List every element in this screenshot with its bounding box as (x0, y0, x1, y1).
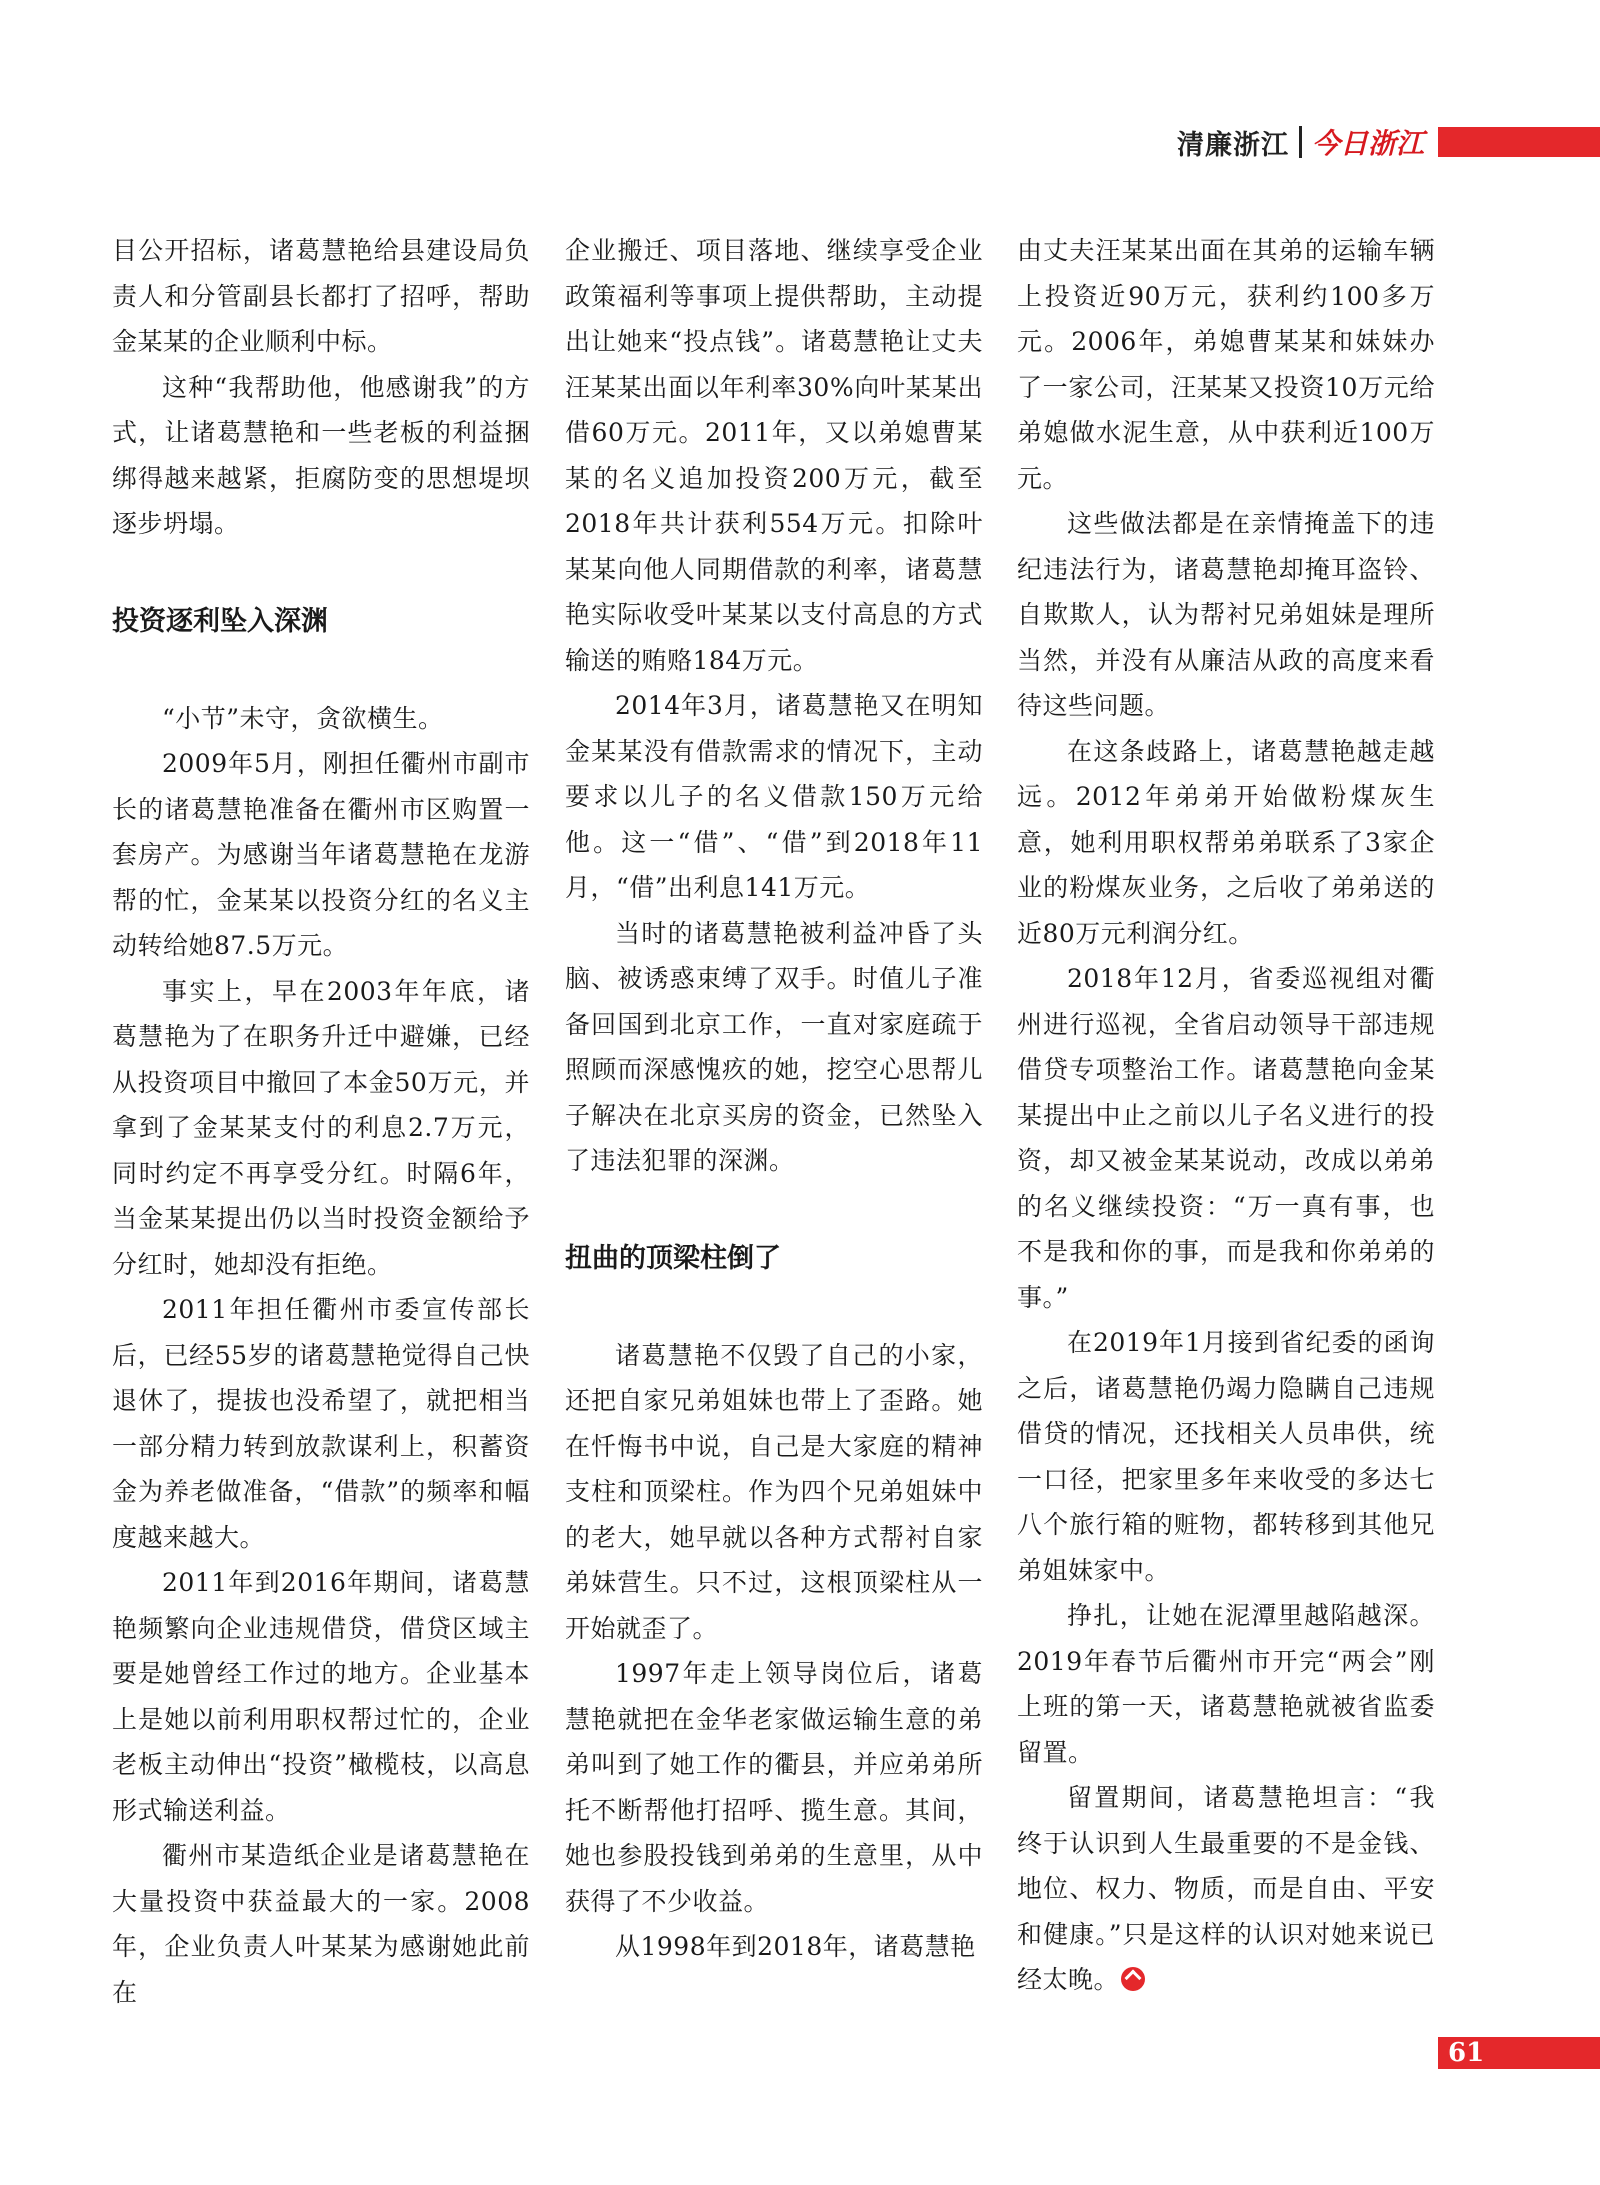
paragraph (112, 365, 530, 547)
paragraph (1017, 228, 1435, 501)
paragraph (112, 1287, 530, 1560)
paragraph (1017, 501, 1435, 729)
paragraph (565, 683, 983, 911)
paragraph-text: “小节”未守，贪欲横生。 (162, 703, 444, 733)
paragraph-text: 挣扎，让她在泥潭里越陷越深。2019年春节后衢州市开完“两会”刚上班的第一天，诸葛慧艳就被省监委留置。 (1017, 1601, 1435, 1767)
paragraph-text: 当时的诸葛慧艳被利益冲昏了头脑、被诱惑束缚了双手。时值儿子准备回国到北京工作，一直对家庭疏于照顾而深感愧疚的她，挖空心思帮儿子解决在北京买房的资金，已然坠入了违法犯罪的深渊。 (565, 918, 983, 1175)
paragraph-text: 2018年12月，省委巡视组对衢州进行巡视，全省启动领导干部违规借贷专项整治工作。诸葛慧艳向金某某提出中止之前以儿子名义进行的投资，却又被金某某说动，改成以弟弟的名义继续投资：“万一真有事，也不是我和你的事，而是我和你弟弟的事。” (1017, 964, 1435, 1312)
paragraph (112, 969, 530, 1288)
paragraph-text: 这些做法都是在亲情掩盖下的违纪违法行为，诸葛慧艳却掩耳盗铃、自欺欺人，认为帮衬兄弟姐妹是理所当然，并没有从廉洁从政的高度来看待这些问题。 (1017, 509, 1435, 720)
paragraph (1017, 1775, 1435, 2003)
section-heading: 扭曲的顶梁柱倒了 (565, 1242, 781, 1274)
article-body (0, 228, 1600, 2028)
header-divider (1299, 126, 1302, 158)
paragraph (1017, 1593, 1435, 1775)
paragraph-text: 在这条歧路上，诸葛慧艳越走越远。2012年弟弟开始做粉煤灰生意，她利用职权帮弟弟联系了3家企业的粉煤灰业务，之后收了弟弟送的近80万元利润分红。 (1017, 736, 1435, 948)
page-header (1177, 124, 1600, 160)
paragraph-text: 诸葛慧艳不仅毁了自己的小家，还把自家兄弟姐妹也带上了歪路。她在忏悔书中说，自己是大家庭的精神支柱和顶梁柱。作为四个兄弟姐妹中的老大，她早就以各种方式帮衬自家弟妹营生。只不过，这根顶梁柱从一开始就歪了。 (565, 1340, 983, 1643)
paragraph (112, 696, 530, 742)
paragraph-text: 2014年3月，诸葛慧艳又在明知金某某没有借款需求的情况下，主动要求以儿子的名义借款150万元给他。这一“借”、“借”到2018年11月，“借”出利息141万元。 (565, 691, 983, 902)
paragraph-text: 1997年走上领导岗位后，诸葛慧艳就把在金华老家做运输生意的弟弟叫到了她工作的衢县，并应弟弟所托不断帮他打招呼、揽生意。其间，她也参股投钱到弟弟的生意里，从中获得了不少收益。 (565, 1659, 983, 1916)
paragraph-text: 衢州市某造纸企业是诸葛慧艳在大量投资中获益最大的一家。2008年，企业负责人叶某某为感谢她此前在 (112, 1841, 530, 2007)
header-red-bar (1438, 127, 1600, 157)
section-title: 清廉浙江 (1176, 129, 1289, 161)
paragraph-text: 2009年5月，刚担任衢州市副市长的诸葛慧艳准备在衢州市区购置一套房产。为感谢当年诸葛慧艳在龙游帮的忙，金某某以投资分红的名义主动转给她87.5万元。 (112, 749, 530, 960)
column-1 (112, 228, 530, 2015)
paragraph (112, 228, 530, 365)
paragraph (1017, 1320, 1435, 1593)
paragraph (565, 911, 983, 1184)
paragraph (1017, 729, 1435, 957)
paragraph (112, 741, 530, 969)
page-number: 61 (1448, 2038, 1485, 2068)
paragraph-text: 留置期间，诸葛慧艳坦言：“我终于认识到人生最重要的不是金钱、地位、权力、物质，而是自由、平安和健康。”只是这样的认识对她来说已经太晚。 (1017, 1783, 1435, 1994)
paragraph-text: 2011年担任衢州市委宣传部长后，已经55岁的诸葛慧艳觉得自己快退休了，提拔也没希望了，就把相当一部分精力转到放款谋利上，积蓄资金为养老做准备，“借款”的频率和幅度越来越大。 (112, 1295, 530, 1552)
end-of-article-icon (1121, 1967, 1145, 1991)
paragraph-text: 从1998年到2018年，诸葛慧艳 (615, 1932, 976, 1961)
page-footer-bar (1438, 2037, 1600, 2069)
column-3 (1017, 228, 1435, 2003)
paragraph (565, 1333, 983, 1652)
paragraph-text: 这种“我帮助他，他感谢我”的方式，让诸葛慧艳和一些老板的利益捆绑得越来越紧，拒腐防变的思想堤坝逐步坍塌。 (112, 372, 530, 538)
paragraph (112, 1560, 530, 1833)
paragraph-text: 由丈夫汪某某出面在其弟的运输车辆上投资近90万元，获利约100多万元。2006年，弟媳曹某某和妹妹办了一家公司，汪某某又投资10万元给弟媳做水泥生意，从中获利近100万元。 (1017, 236, 1435, 493)
paragraph (1017, 956, 1435, 1320)
paragraph-text: 2011年到2016年期间，诸葛慧艳频繁向企业违规借贷，借贷区域主要是她曾经工作过的地方。企业基本上是她以前利用职权帮过忙的，企业老板主动伸出“投资”橄榄枝，以高息形式输送利益。 (112, 1568, 530, 1825)
section-heading: 投资逐利坠入深渊 (112, 605, 328, 637)
magazine-logo: 今日浙江 (1311, 127, 1424, 160)
column-2 (565, 228, 983, 1970)
paragraph (565, 1924, 983, 1970)
paragraph-text: 事实上，早在2003年年底，诸葛慧艳为了在职务升迁中避嫌，已经从投资项目中撤回了本金50万元，并拿到了金某某支付的利息2.7万元，同时约定不再享受分红。时隔6年，当金某某提出仍以当时投资金额给予分红时，她却没有拒绝。 (112, 976, 530, 1279)
paragraph-text: 目公开招标，诸葛慧艳给县建设局负责人和分管副县长都打了招呼，帮助金某某的企业顺利中标。 (112, 236, 530, 356)
paragraph-text: 在2019年1月接到省纪委的函询之后，诸葛慧艳仍竭力隐瞒自己违规借贷的情况，还找相关人员串供，统一口径，把家里多年来收受的多达七八个旅行箱的赃物，都转移到其他兄弟姐妹家中。 (1017, 1328, 1435, 1585)
paragraph (565, 1651, 983, 1924)
paragraph (565, 228, 983, 683)
paragraph-text: 企业搬迁、项目落地、继续享受企业政策福利等事项上提供帮助，主动提出让她来“投点钱”。诸葛慧艳让丈夫汪某某出面以年利率30%向叶某某出借60万元。2011年，又以弟媳曹某某的名义追加投资200万元，截至2018年共计获利554万元。扣除叶某某向他人同期借款的利率，诸葛慧艳实际收受叶某某以支付高息的方式输送的贿赂184万元。 (565, 236, 983, 675)
paragraph (112, 1833, 530, 2015)
